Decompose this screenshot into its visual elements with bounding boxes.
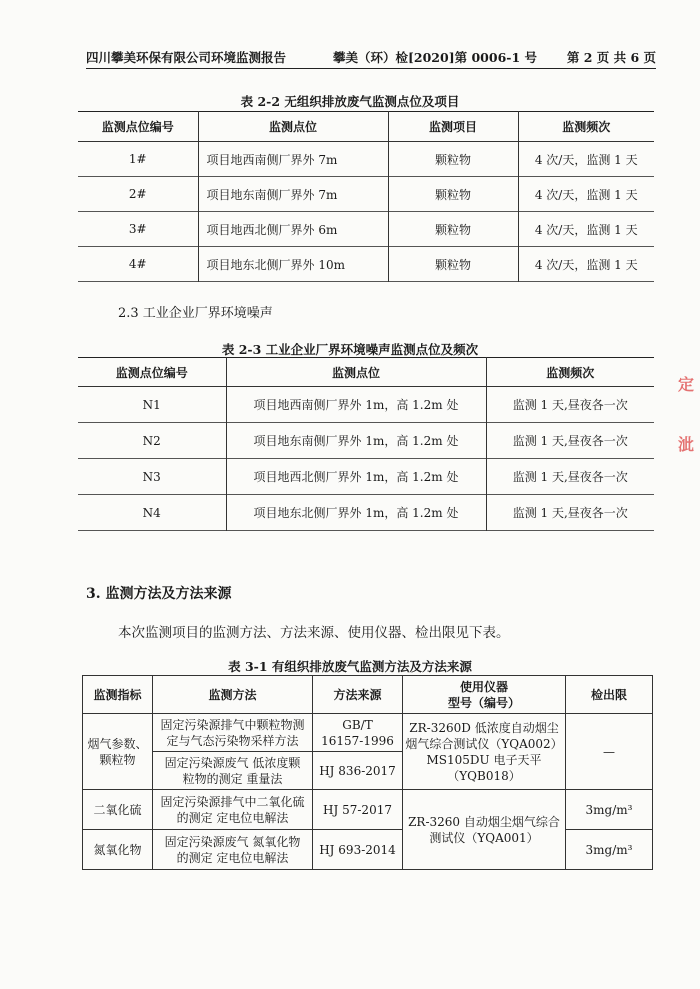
- header-rule: [86, 68, 656, 69]
- column-header: 监测点位编号: [78, 358, 226, 387]
- column-header: 监测点位编号: [78, 112, 198, 142]
- table-3-1: [82, 675, 653, 870]
- table-cell: 1#: [78, 142, 198, 177]
- page-indicator: 第 2 页 共 6 页: [566, 50, 656, 65]
- table-cell: 颗粒物: [388, 247, 518, 282]
- table-row: [83, 830, 653, 870]
- table-cell: —: [566, 714, 653, 790]
- cell-line: GB/T: [342, 717, 373, 732]
- cell-line: MS105DU 电子天平: [426, 752, 542, 767]
- cell-line: 固定污染源排气中二氧化硫: [160, 794, 305, 809]
- table-cell: [403, 714, 566, 790]
- report-header: [86, 46, 656, 66]
- cell-line: ZR-3260 自动烟尘烟气综合: [408, 814, 560, 829]
- table-cell: [313, 714, 403, 752]
- table-row: [83, 714, 653, 752]
- table-2-3-caption: 表 2-3 工业企业厂界环境噪声监测点位及频次: [221, 342, 479, 357]
- table-cell: 项目地西北侧厂界外 6m: [198, 212, 388, 247]
- cell-line: ZR-3260D 低浓度自动烟尘: [409, 720, 559, 735]
- table-cell: [153, 830, 313, 870]
- table-cell: 氮氧化物: [83, 830, 153, 870]
- seal-stamp-fragment: 泚: [678, 435, 695, 454]
- table-cell: N1: [78, 387, 226, 423]
- column-header: 监测项目: [388, 112, 518, 142]
- cell-line: 的测定 定电位电解法: [176, 810, 289, 825]
- table-cell: 3mg/m³: [566, 790, 653, 830]
- section-3-intro: 本次监测项目的监测方法、方法来源、使用仪器、检出限见下表。: [118, 625, 510, 641]
- table-cell: [153, 790, 313, 830]
- table-cell: HJ 836-2017: [313, 752, 403, 790]
- cell-line: 定与气态污染物采样方法: [166, 733, 299, 748]
- table-row: [78, 387, 654, 423]
- table-2-2: [78, 111, 654, 282]
- table-cell: [153, 752, 313, 790]
- column-header: 监测频次: [518, 112, 654, 142]
- table-cell: 项目地东北侧厂界外 1m，高 1.2m 处: [226, 495, 486, 531]
- cell-line: 烟气参数、: [87, 736, 148, 751]
- table-row: [78, 212, 654, 247]
- table-row: [78, 247, 654, 282]
- table-cell: 4#: [78, 247, 198, 282]
- table-cell: N3: [78, 459, 226, 495]
- cell-line: 颗粒物: [99, 752, 136, 767]
- table-header-row: [83, 676, 653, 714]
- column-header: 监测频次: [486, 358, 654, 387]
- table-2-3: [78, 357, 654, 531]
- table-cell: [83, 714, 153, 790]
- table-cell: 项目地西北侧厂界外 1m，高 1.2m 处: [226, 459, 486, 495]
- column-header: 检出限: [566, 676, 653, 714]
- table-cell: [153, 714, 313, 752]
- table-header-row: [78, 358, 654, 387]
- column-header: 监测方法: [153, 676, 313, 714]
- table-cell: 监测 1 天,昼夜各一次: [486, 495, 654, 531]
- table-cell: 项目地东南侧厂界外 1m，高 1.2m 处: [226, 423, 486, 459]
- cell-line: 粒物的测定 重量法: [182, 771, 283, 786]
- column-header: 监测指标: [83, 676, 153, 714]
- cell-line: 固定污染源废气 氮氧化物: [164, 834, 301, 849]
- table-cell: N4: [78, 495, 226, 531]
- table-cell: [403, 790, 566, 870]
- cell-line: 16157-1996: [321, 733, 394, 748]
- table-cell: 4 次/天，监测 1 天: [518, 142, 654, 177]
- table-cell: 项目地东南侧厂界外 7m: [198, 177, 388, 212]
- table-cell: 监测 1 天,昼夜各一次: [486, 423, 654, 459]
- column-header: [403, 676, 566, 714]
- table-cell: 监测 1 天,昼夜各一次: [486, 387, 654, 423]
- table-cell: 颗粒物: [388, 142, 518, 177]
- table-cell: 颗粒物: [388, 177, 518, 212]
- company-name: 四川攀美环保有限公司环境监测报告: [86, 50, 287, 65]
- table-cell: 3mg/m³: [566, 830, 653, 870]
- cell-line: 固定污染源废气 低浓度颗: [164, 755, 301, 770]
- table-cell: 4 次/天，监测 1 天: [518, 247, 654, 282]
- table-cell: 3#: [78, 212, 198, 247]
- table-cell: 4 次/天，监测 1 天: [518, 212, 654, 247]
- table-cell: HJ 693-2014: [313, 830, 403, 870]
- column-header: 监测点位: [198, 112, 388, 142]
- report-number: 攀美（环）检[2020]第 0006-1 号: [333, 50, 537, 65]
- table-cell: 颗粒物: [388, 212, 518, 247]
- seal-stamp-fragment: 定: [678, 375, 695, 394]
- table-header-row: [78, 112, 654, 142]
- table-row: [78, 142, 654, 177]
- table-3-1-caption: 表 3-1 有组织排放废气监测方法及方法来源: [228, 659, 472, 674]
- table-cell: 监测 1 天,昼夜各一次: [486, 459, 654, 495]
- table-cell: 二氧化硫: [83, 790, 153, 830]
- table-cell: 项目地西南侧厂界外 1m，高 1.2m 处: [226, 387, 486, 423]
- table-cell: 2#: [78, 177, 198, 212]
- cell-line: 测试仪（YQA001）: [429, 830, 539, 845]
- table-row: [83, 790, 653, 830]
- table-cell: 项目地西南侧厂界外 7m: [198, 142, 388, 177]
- table-cell: 4 次/天，监测 1 天: [518, 177, 654, 212]
- section-2-3-heading: 2.3 工业企业厂界环境噪声: [118, 306, 273, 321]
- table-cell: HJ 57-2017: [313, 790, 403, 830]
- column-header: 方法来源: [313, 676, 403, 714]
- table-row: [78, 177, 654, 212]
- table-cell: 项目地东北侧厂界外 10m: [198, 247, 388, 282]
- table-2-2-caption: 表 2-2 无组织排放废气监测点位及项目: [240, 94, 460, 109]
- cell-line: 烟气综合测试仪（YQA002）: [405, 736, 563, 751]
- table-row: [78, 459, 654, 495]
- table-row: [78, 495, 654, 531]
- instrument-header-line1: 使用仪器: [459, 679, 508, 694]
- column-header: 监测点位: [226, 358, 486, 387]
- cell-line: 的测定 定电位电解法: [176, 850, 289, 865]
- section-3-heading: 3. 监测方法及方法来源: [86, 586, 232, 602]
- table-row: [78, 423, 654, 459]
- table-cell: N2: [78, 423, 226, 459]
- cell-line: （YQB018）: [447, 768, 521, 783]
- instrument-header-line2: 型号（编号）: [447, 695, 520, 710]
- cell-line: 固定污染源排气中颗粒物测: [160, 717, 305, 732]
